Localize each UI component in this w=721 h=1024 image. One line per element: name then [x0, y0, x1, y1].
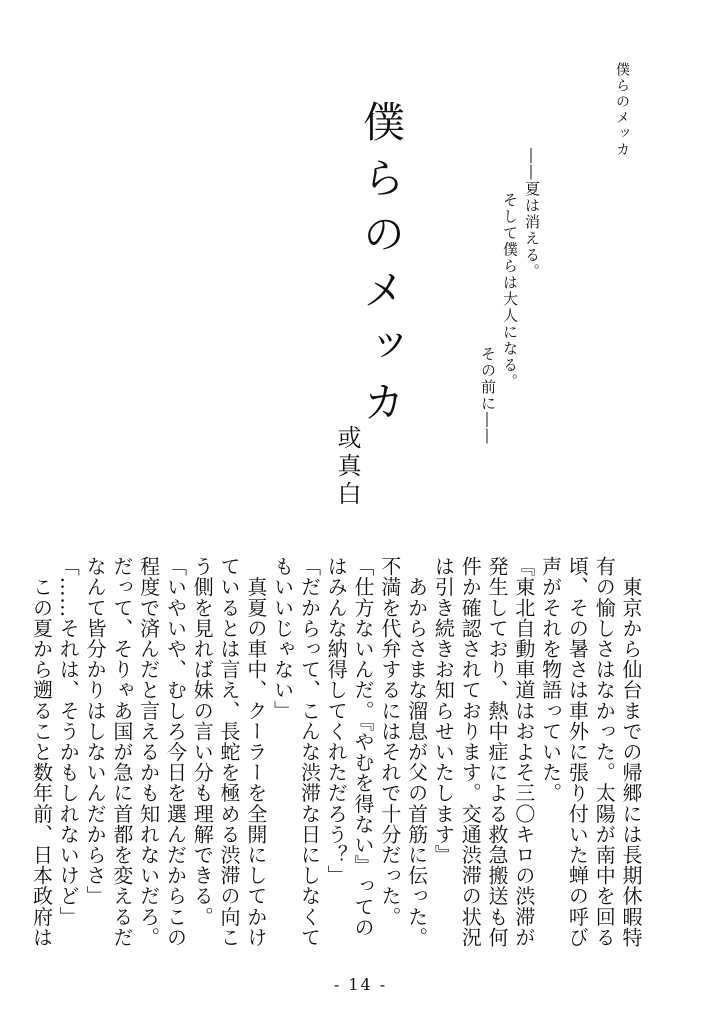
body-line: もいいじゃない」: [270, 556, 295, 721]
body-line: 発生しており、熱中症による救急搬送も何: [485, 556, 510, 948]
body-text: [29, 556, 644, 948]
body-line: 程度で済んだと言えるかも知れないだろ。: [136, 556, 161, 948]
body-line: あからさまな溜息が父の首筋に伝った。: [404, 556, 429, 948]
body-line: 有の愉しさはなかった。太陽が南中を回る: [592, 556, 617, 948]
body-line: なんて皆分かりはしないんだからさ」: [83, 556, 108, 907]
body-line: 不満を代弁するにはそれで十分だった。: [377, 556, 402, 927]
body-line: 件か確認されております。交通渋滞の状況: [458, 556, 483, 948]
body-line: 「仕方ないんだ。『やむを得ない』っての: [351, 556, 376, 938]
body-line: 「だからって、こんな渋滞な日にしなくて: [297, 556, 322, 948]
body-line: 真夏の車中、クーラーを全開にしてかけ: [243, 556, 268, 948]
body-line: う側を見れば妹の言い分も理解できる。: [190, 556, 215, 927]
running-header: 僕らのメッカ: [614, 62, 630, 158]
epigraph-line: ――夏は消える。: [523, 148, 541, 280]
body-line: 声がそれを物語っていた。: [538, 556, 563, 804]
story-title: 僕らのメッカ: [357, 100, 406, 436]
epigraph-line: そして僕らは大人になる。: [501, 192, 519, 390]
author-name: 或真白: [333, 425, 361, 509]
body-line: はみんな納得してくれただろう？」: [324, 556, 349, 886]
body-line: だって、そりゃあ国が急に首都を変えるだ: [109, 556, 134, 948]
body-line: 頃、その暑さは車外に張り付いた蝉の呼び: [565, 556, 590, 948]
page-number: - 14 -: [333, 975, 388, 994]
body-line: 『東北自動車道はおよそ三〇キロの渋滞が: [511, 556, 536, 948]
body-line: ているとは言え、長蛇を極める渋滞の向こ: [217, 556, 242, 948]
body-line: 「……それは、そうかもしれないけど」: [56, 556, 81, 927]
body-line: 東京から仙台までの帰郷には長期休暇特: [619, 556, 643, 948]
body-line: は引き続きお知らせいたします』: [431, 556, 456, 865]
body-line: 「いやいや、むしろ今日を選んだからこの: [163, 556, 188, 948]
body-line: この夏から遡ること数年前、日本政府は: [29, 556, 54, 948]
epigraph-line: その前に――: [479, 346, 497, 445]
